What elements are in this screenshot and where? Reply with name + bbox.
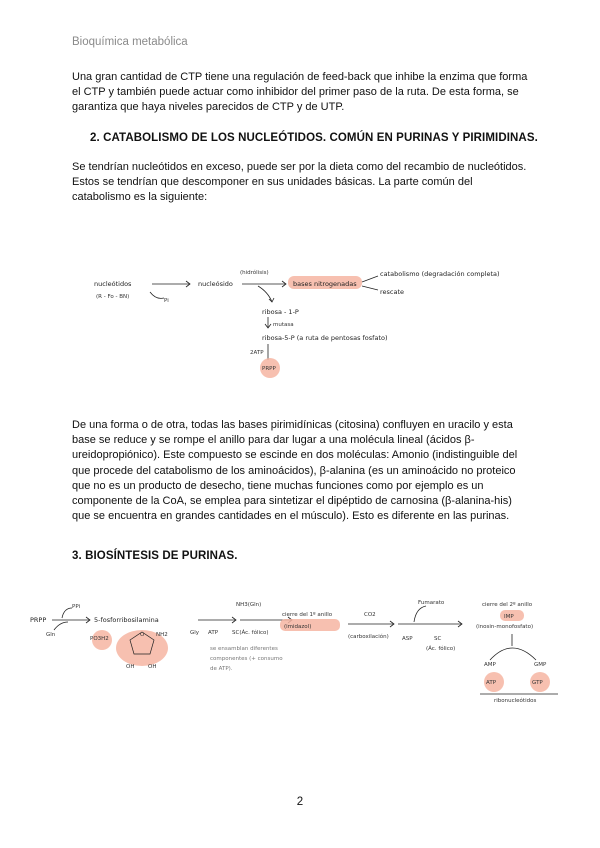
d2-atp: ATP <box>208 630 219 636</box>
paragraph-ctp-regulation: Una gran cantidad de CTP tiene una regulación de feed-back que inhibe la enzima que forma el CTP y también puede actuar como inhibidor del primer paso de la ruta. De esta forma, se garantiza que haya niveles parecidos de CTP y de UTP. <box>72 71 528 114</box>
d2-nh3: NH3(Gln) <box>236 602 262 608</box>
d1-ribosa1p: ribosa - 1-P <box>262 308 299 316</box>
d2-fosforribosilamina: 5-fosforribosilamina <box>94 616 159 624</box>
d1-arrow-resc <box>362 286 378 290</box>
d2-sc: SC <box>434 636 442 642</box>
d2-imidazol: (imidazol) <box>284 624 312 630</box>
d2-asp: ASP <box>402 636 413 642</box>
d2-ring-o: O <box>140 632 145 638</box>
d2-nh2: NH2 <box>156 632 168 638</box>
d1-mutasa: mutasa <box>273 322 294 328</box>
d2-carboxilacion: (carboxilación) <box>348 634 389 640</box>
d1-nucleotidos: nucleótidos <box>94 280 132 288</box>
d2-po3h2: PO3H2 <box>90 636 109 642</box>
d2-gmp: GMP <box>534 662 547 668</box>
d1-rescate: rescate <box>380 288 405 296</box>
d2-ppi: PPi <box>72 604 81 610</box>
d2-fumarato: Fumarato <box>418 600 445 606</box>
d2-gln: Gln <box>46 632 56 638</box>
d2-atp-out: ATP <box>486 680 497 686</box>
d2-amp: AMP <box>484 662 496 668</box>
d2-note-2: componentes (+ consumo <box>210 656 283 662</box>
d1-prpp: PRPP <box>262 366 276 372</box>
d1-bases: bases nitrogenadas <box>293 280 357 288</box>
paragraph-pirimidinas-catabolismo: De una forma o de otra, todas las bases pirimidínicas (citosina) confluyen en uracilo y esta base se reduce y se rompe el anillo para dar lugar a una molécula lineal (ácidos β-ureidopropiónico). Este compuesto se escinde en dos moléculas: Amonio (indistinguible del que procede del catabolismo de los aminoácidos), β-alanina (es un aminoácido no proteico que no es un producto de desecho, tiene muchas funciones como por ejemplo es un componente de la CoA, se emplea para sintetizar el dipéptido de carnosina (β-alanina-his) que se encuentra en grandes cantidades en el músculo). Esto es diferente en las purinas. <box>72 419 518 523</box>
running-header: Bioquímica metabólica <box>72 36 188 48</box>
d1-nucleotidos-sub: (R - Fo - BN) <box>96 294 130 300</box>
section-heading-biosintesis: 3. BIOSÍNTESIS DE PURINAS. <box>72 550 238 562</box>
page-number: 2 <box>296 796 304 808</box>
d2-ac-folico: (Ác. fólico) <box>426 646 456 652</box>
d2-gtp-out: GTP <box>532 680 543 686</box>
purine-biosynthesis-diagram <box>30 582 575 702</box>
d2-cierre2: cierre del 2º anillo <box>482 602 533 608</box>
d2-imp: IMP <box>504 614 514 620</box>
d1-arrow-cat <box>362 276 378 282</box>
paragraph-catabolismo-intro: Se tendrían nucleótidos en exceso, puede ser por la dieta como del recambio de nucleótidos. Estos se tendrían que descomponer en sus unidades básicas. La parte común del catabolismo es la siguiente: <box>72 161 527 204</box>
d2-co2: CO2 <box>364 612 376 618</box>
d1-ribosa5p: ribosa-5-P (a ruta de pentosas fosfato) <box>262 334 388 342</box>
d1-arrow-pi <box>150 292 164 298</box>
d1-nucleosido: nucleósido <box>198 280 233 288</box>
d2-inosin: (inosin-monofosfato) <box>476 624 534 630</box>
catabolism-diagram <box>90 262 520 382</box>
d1-hidrolisis: (hidrólisis) <box>240 270 269 276</box>
d1-catabolismo: catabolismo (degradación completa) <box>380 270 500 278</box>
d1-pi: Pi <box>164 298 169 304</box>
d2-prpp: PRPP <box>30 616 47 624</box>
d2-oh1: OH <box>126 664 135 670</box>
d2-cierre1: cierre del 1º anillo <box>282 612 333 618</box>
d2-ribonucleotidos: ribonucleótidos <box>494 698 537 702</box>
d2-oh2: OH <box>148 664 157 670</box>
d2-note-3: de ATP). <box>210 666 233 672</box>
d2-note-1: se ensamblan diferentes <box>210 646 278 652</box>
d2-folico: SC(Ác. fólico) <box>232 630 269 636</box>
d1-atp: 2ATP <box>250 350 264 356</box>
d2-gly: Gly <box>190 630 200 636</box>
section-heading-catabolismo: 2. CATABOLISMO DE LOS NUCLEÓTIDOS. COMÚN EN PURINAS Y PIRIMIDINAS. <box>90 132 538 144</box>
